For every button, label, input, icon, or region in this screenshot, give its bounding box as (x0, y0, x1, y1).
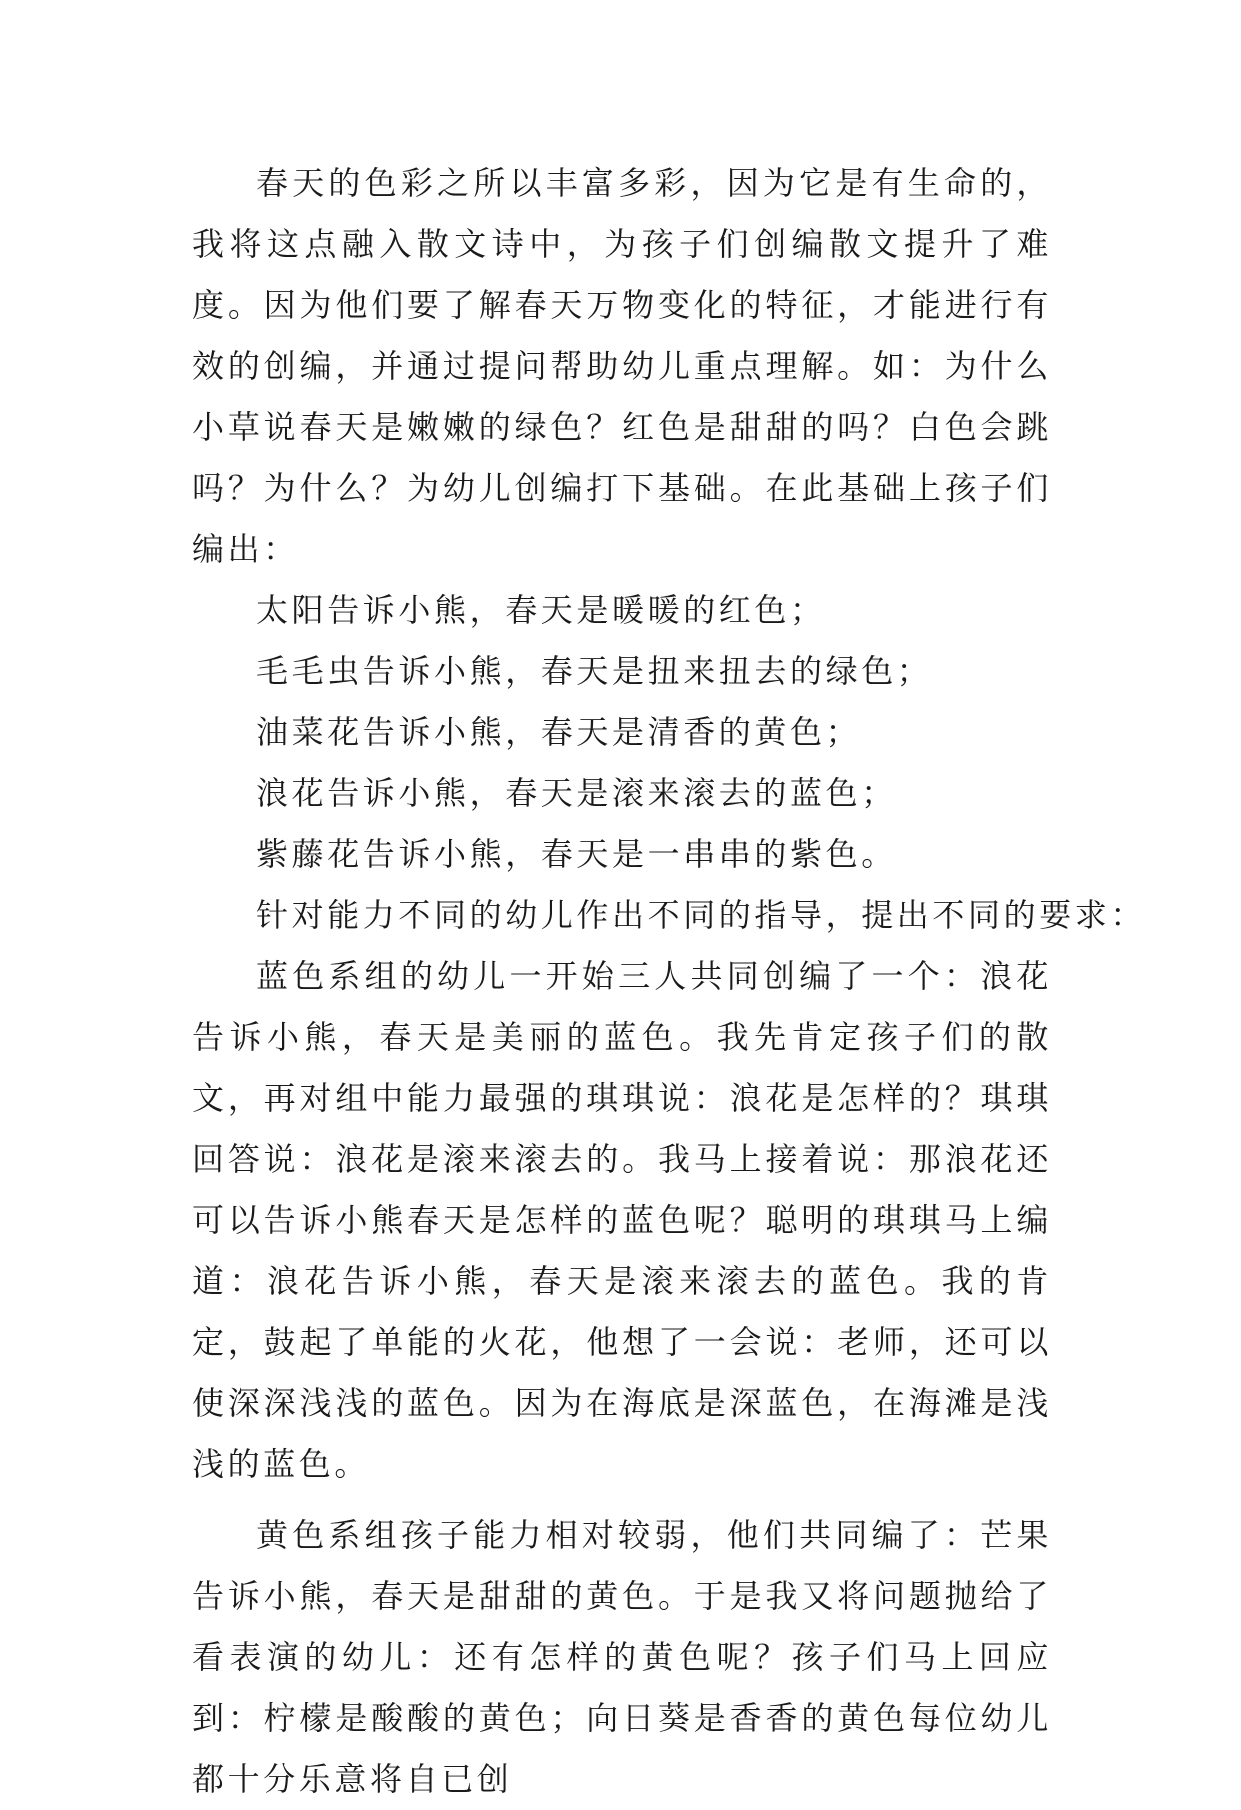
paragraph-yellow-group: 黄色系组孩子能力相对较弱，他们共同编了：芒果告诉小熊，春天是甜甜的黄色。于是我又将问题抛给了看表演的幼儿：还有怎样的黄色呢？孩子们马上回应到：柠檬是酸酸的黄色；向日葵是香香的黄色每位幼儿都十分乐意将自已创 (192, 1516, 1052, 1798)
paragraph-intro: 春天的色彩之所以丰富多彩，因为它是有生命的，我将这点融入散文诗中，为孩子们创编散文提升了难度。因为他们要了解春天万物变化的特征，才能进行有效的创编，并通过提问帮助幼儿重点理解。如：为什么小草说春天是嫩嫩的绿色？红色是甜甜的吗？白色会跳吗？为什么？为幼儿创编打下基础。在此基础上孩子们编出： (192, 164, 1052, 568)
poem-line-yellow: 油菜花告诉小熊，春天是清香的黄色； (256, 713, 862, 751)
poem-line-blue: 浪花告诉小熊，春天是滚来滚去的蓝色； (256, 774, 897, 812)
poem-line-purple: 紫藤花告诉小熊，春天是一串串的紫色。 (256, 835, 897, 873)
paragraph-guidance: 针对能力不同的幼儿作出不同的指导，提出不同的要求： (256, 896, 1147, 934)
poem-line-red: 太阳告诉小熊，春天是暖暖的红色； (256, 591, 826, 629)
poem-line-green: 毛毛虫告诉小熊，春天是扭来扭去的绿色； (256, 652, 933, 690)
body-text (192, 153, 1147, 1810)
paragraph-blue-group: 蓝色系组的幼儿一开始三人共同创编了一个：浪花告诉小熊，春天是美丽的蓝色。我先肯定孩子们的散文，再对组中能力最强的琪琪说：浪花是怎样的？琪琪回答说：浪花是滚来滚去的。我马上接着说：那浪花还可以告诉小熊春天是怎样的蓝色呢？聪明的琪琪马上编道：浪花告诉小熊，春天是滚来滚去的蓝色。我的肯定，鼓起了单能的火花，他想了一会说：老师，还可以使深深浅浅的蓝色。因为在海底是深蓝色，在海滩是浅浅的蓝色。 (192, 957, 1052, 1483)
